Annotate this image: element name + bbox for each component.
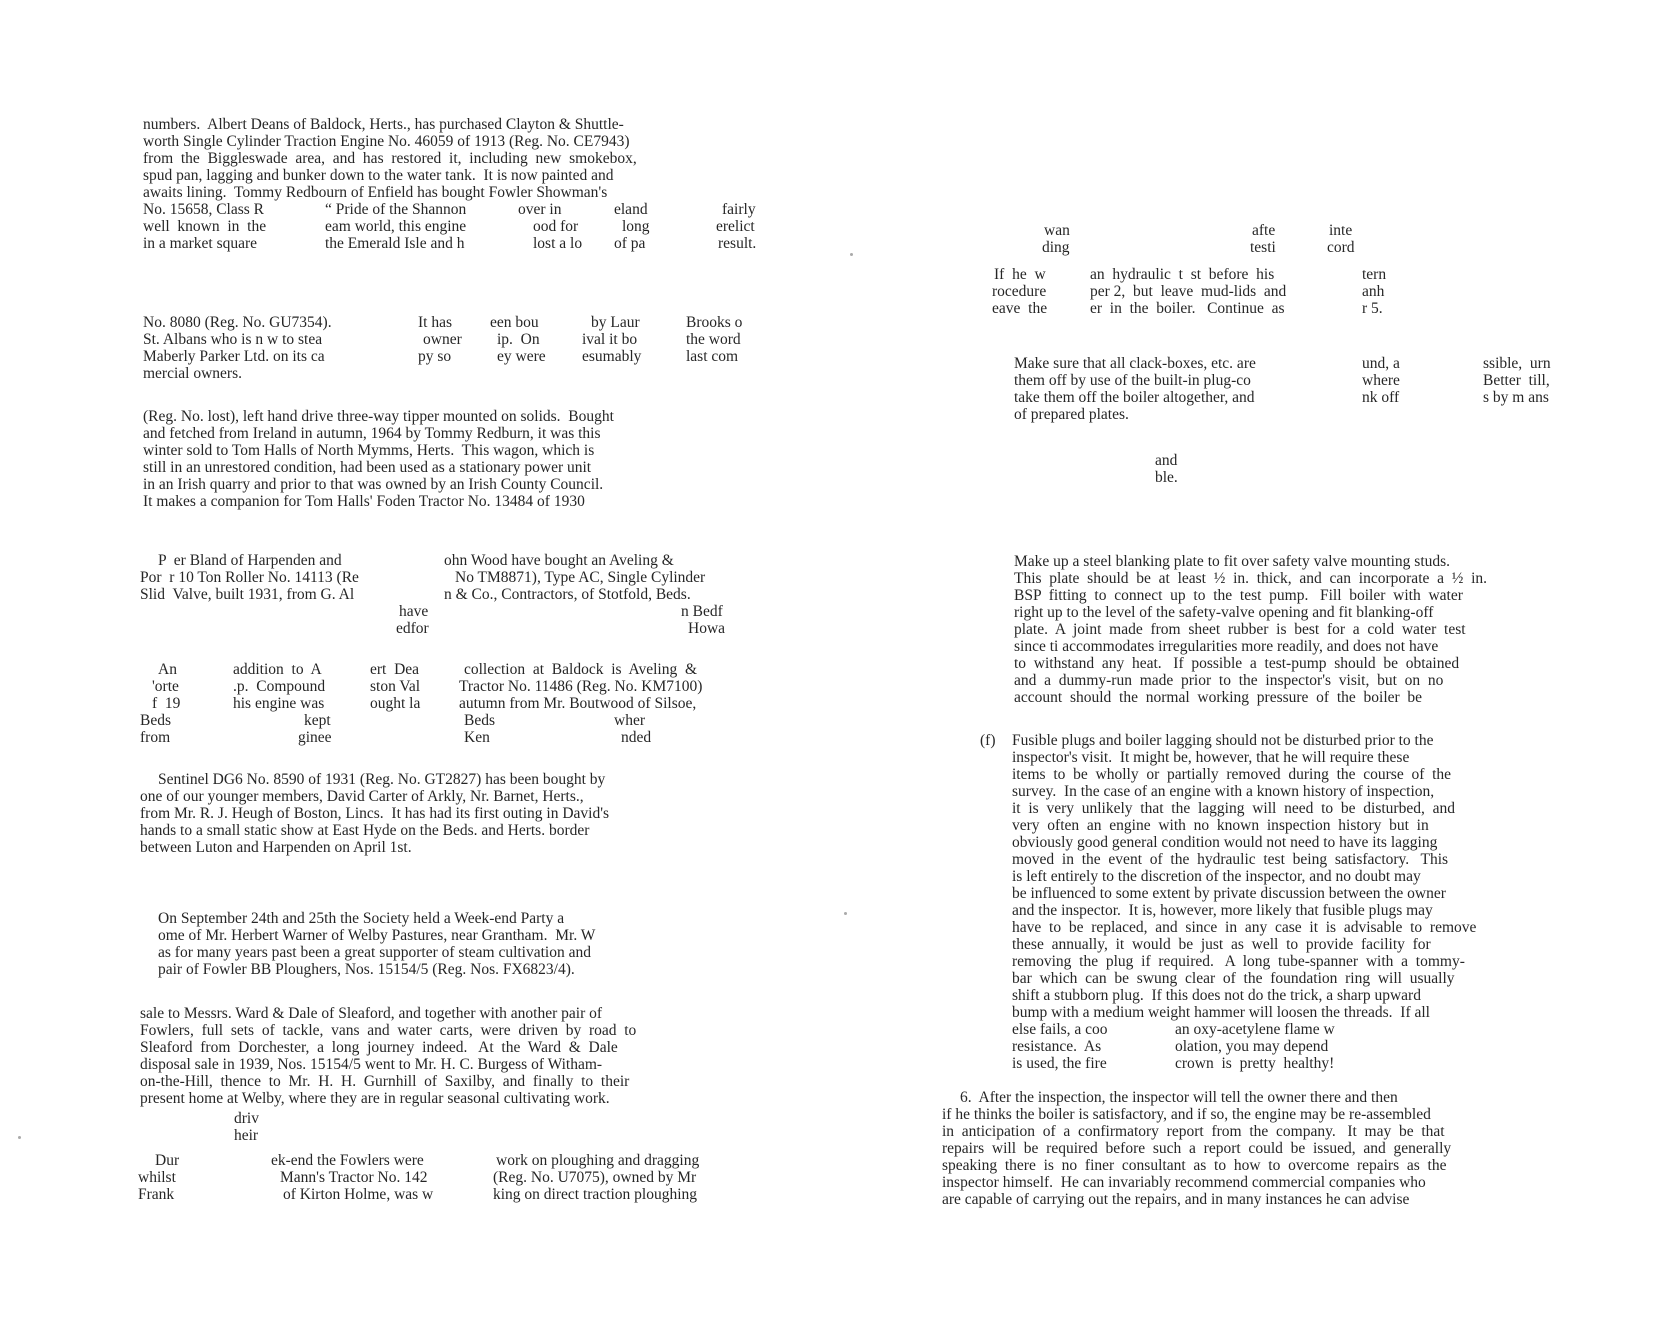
text-line: On September 24th and 25th the Society held a Week-end Party a [158,910,565,927]
text-line: Sleaford from Dorchester, a long journey indeed. At the Ward & Dale [140,1039,618,1056]
text-fragment: of prepared plates. [1014,406,1129,423]
text-fragment: anh [1362,283,1385,300]
text-fragment: well known in the [143,218,267,235]
text-fragment: ek-end the Fowlers were [271,1152,424,1169]
text-fragment: It has [418,314,453,331]
text-fragment: the Emerald Isle and h [325,235,465,252]
text-fragment: autumn from Mr. Boutwood of Silsoe, [459,695,697,712]
text-fragment: last com [686,348,739,365]
text-fragment: r 5. [1362,300,1383,317]
text-fragment: by Laur [591,314,640,331]
text-fragment: ohn Wood have bought an Aveling & [444,552,674,569]
text-fragment: ding [1042,239,1070,256]
text-fragment: n Bedf [681,603,723,620]
text-line: and the inspector. It is, however, more likely that fusible plugs may [1012,902,1433,919]
text-fragment: Tractor No. 11486 (Reg. No. KM7100) [459,678,703,695]
scan-speck [850,253,853,256]
text-fragment: No. 15658, Class R [143,201,264,218]
text-fragment: of Kirton Holme, was w [283,1186,434,1203]
text-fragment: Brooks o [686,314,743,331]
text-fragment: rocedure [992,283,1047,300]
scan-speck [18,1136,21,1139]
text-line: winter sold to Tom Halls of North Mymms, Herts. This wagon, which is [143,442,595,459]
text-line: between Luton and Harpenden on April 1st. [140,839,412,856]
text-line: on-the-Hill, thence to Mr. H. H. Gurnhill of Saxilby, and finally to their [140,1073,630,1090]
text-fragment: lost a lo [533,235,583,252]
text-fragment: Ken [464,729,490,746]
text-line: as for many years past been a great supporter of steam cultivation and [158,944,591,961]
text-fragment: No. 8080 (Reg. No. GU7354). [143,314,332,331]
text-fragment: tern [1362,266,1387,283]
text-fragment: (Reg. No. U7075), owned by Mr [493,1169,697,1186]
text-line: from Mr. R. J. Heugh of Boston, Lincs. It has had its first outing in David's [140,805,610,822]
text-fragment: Frank [138,1186,175,1203]
text-line: moved in the event of the hydraulic test being satisfactory. This [1012,851,1449,868]
text-fragment: resistance. As [1012,1038,1102,1055]
text-fragment: und, a [1362,355,1400,372]
text-line: have to be replaced, and since in any case it is advisable to remove [1012,919,1477,936]
text-line: Fusible plugs and boiler lagging should not be disturbed prior to the [1012,732,1434,749]
text-fragment: eave the [992,300,1048,317]
text-line: items to be wholly or partially removed during the course of the [1012,766,1452,783]
text-fragment: inte [1329,222,1353,239]
text-fragment: .p. Compound [233,678,326,695]
text-fragment: afte [1252,222,1276,239]
text-line: This plate should be at least ½ in. thick, and can incorporate a ½ in. [1014,570,1488,587]
text-fragment: of pa [614,235,646,252]
text-line: in anticipation of a confirmatory report from the company. It may be that [942,1123,1445,1140]
text-fragment: over in [518,201,562,218]
text-fragment: Better till, [1483,372,1550,389]
text-fragment: wher [614,712,645,729]
text-fragment: ood for [533,218,579,235]
text-line: from the Biggleswade area, and has restored it, including new smokebox, [143,150,637,167]
text-fragment: ginee [298,729,332,746]
text-fragment: nded [621,729,652,746]
text-fragment: eam world, this engine [325,218,467,235]
text-fragment: Mann's Tractor No. 142 [280,1169,428,1186]
text-fragment: n & Co., Contractors, of Stotfold, Beds. [444,586,691,603]
text-line: account should the normal working pressure of the boiler be [1014,689,1423,706]
text-line: to withstand any heat. If possible a test-pump should be obtained [1014,655,1460,672]
text-fragment: work on ploughing and dragging [496,1152,700,1169]
text-fragment: f 19 [152,695,181,712]
text-fragment: ip. On [497,331,540,348]
text-line: these annually, it would be just as well to provide facility for [1012,936,1431,953]
text-line: speaking there is no finer consultant as to how to overcome repairs as the [942,1157,1447,1174]
text-fragment: 'orte [152,678,179,695]
text-fragment: them off by use of the built-in plug-co [1014,372,1251,389]
text-line: if he thinks the boiler is satisfactory, and if so, the engine may be re-assembled [942,1106,1431,1123]
text-line: plate. A joint made from sheet rubber is best for a cold water test [1014,621,1466,638]
text-fragment: eland [614,201,648,218]
text-fragment: erelict [716,218,755,235]
text-line: spud pan, lagging and bunker down to the water tank. It is now painted and [143,167,614,184]
text-fragment: edfor [396,620,429,637]
text-line: and a dummy-run made prior to the inspector's visit, but on no [1014,672,1444,689]
text-fragment: py so [418,348,452,365]
text-line: still in an unrestored condition, had been used as a stationary power unit [143,459,592,476]
text-line: It makes a companion for Tom Halls' Foden Tractor No. 13484 of 1930 [143,493,585,510]
text-fragment: s by m ans [1483,389,1549,406]
text-line: one of our younger members, David Carter of Arkly, Nr. Barnet, Herts., [140,788,584,805]
text-line: it is very unlikely that the lagging will need to be disturbed, and [1012,800,1455,817]
text-line: bump with a medium weight hammer will loosen the threads. If all [1012,1004,1430,1021]
text-fragment: from [140,729,171,746]
text-fragment: ble. [1155,469,1178,486]
text-line: numbers. Albert Deans of Baldock, Herts., has purchased Clayton & Shuttle- [143,116,624,133]
text-fragment: testi [1250,239,1276,256]
text-fragment: P er Bland of Harpenden and [158,552,342,569]
text-fragment: ey were [497,348,546,365]
scan-speck [844,912,847,915]
text-line: pair of Fowler BB Ploughers, Nos. 15154/5 (Reg. Nos. FX6823/4). [158,961,575,978]
text-fragment: ought la [370,695,421,712]
text-fragment: fairly [722,201,756,218]
text-fragment: crown is pretty healthy! [1175,1055,1335,1072]
text-line: Fowlers, full sets of tackle, vans and water carts, were driven by road to [140,1022,637,1039]
text-fragment: Maberly Parker Ltd. on its ca [143,348,325,365]
text-fragment: collection at Baldock is Aveling & [464,661,698,678]
text-fragment: Howa [688,620,726,637]
text-line: hands to a small static show at East Hyde on the Beds. and Herts. border [140,822,590,839]
text-fragment: in a market square [143,235,258,252]
text-fragment: Dur [155,1152,180,1169]
text-fragment: cord [1327,239,1355,256]
text-fragment: owner [423,331,462,348]
text-line: since ti accommodates irregularities more readily, and does not have [1014,638,1439,655]
text-line: survey. In the case of an engine with a known history of inspection, [1012,783,1435,800]
text-fragment: een bou [490,314,539,331]
text-line: removing the plug if required. A long tube-spanner with a tommy- [1012,953,1465,970]
item-label: (f) [980,732,996,749]
text-line: in an Irish quarry and prior to that was owned by an Irish County Council. [143,476,604,493]
text-fragment: olation, you may depend [1175,1038,1329,1055]
text-fragment: wan [1044,222,1070,239]
text-fragment: heir [234,1127,259,1144]
text-fragment: an oxy-acetylene flame w [1175,1021,1335,1038]
text-line: right up to the level of the safety-valve opening and fit blanking-off [1014,604,1434,621]
text-fragment: ssible, urn [1483,355,1551,372]
text-fragment: If he w [994,266,1046,283]
text-fragment: Por r 10 Ton Roller No. 14113 (Re [140,569,359,586]
text-fragment: where [1362,372,1400,389]
text-line: present home at Welby, where they are in regular seasonal cultivating work. [140,1090,610,1107]
text-fragment: an hydraulic t st before his [1090,266,1275,283]
text-fragment: is used, the fire [1012,1055,1107,1072]
text-fragment: addition to A [233,661,322,678]
text-fragment: “ Pride of the Shannon [325,201,467,218]
text-fragment: driv [234,1110,259,1127]
text-fragment: nk off [1362,389,1400,406]
text-fragment: St. Albans who is n w to stea [143,331,323,348]
text-line: is left entirely to the discretion of the inspector, and no doubt may [1012,868,1421,885]
text-line: be influenced to some extent by private discussion between the owner [1012,885,1446,902]
text-fragment: result. [718,235,757,252]
text-line: bar which can be swung clear of the foundation ring will usually [1012,970,1455,987]
text-line: disposal sale in 1939, Nos. 15154/5 went to Mr. H. C. Burgess of Witham- [140,1056,603,1073]
text-fragment: long [622,218,650,235]
text-fragment: No TM8871), Type AC, Single Cylinder [455,569,706,586]
text-fragment: An [158,661,177,678]
text-line: awaits lining. Tommy Redbourn of Enfield has bought Fowler Showman's [143,184,608,201]
text-line: shift a stubborn plug. If this does not do the trick, a sharp upward [1012,987,1421,1004]
text-fragment: Make sure that all clack-boxes, etc. are [1014,355,1256,372]
text-fragment: his engine was [233,695,325,712]
text-fragment: Slid Valve, built 1931, from G. Al [140,586,355,603]
text-fragment: whilst [138,1169,176,1186]
text-fragment: king on direct traction ploughing [493,1186,698,1203]
text-fragment: Beds [140,712,171,729]
text-fragment: ston Val [370,678,421,695]
text-line: obviously good general condition would not need to have its lagging [1012,834,1438,851]
text-fragment: esumably [582,348,642,365]
text-fragment: and [1155,452,1178,469]
text-fragment: per 2, but leave mud-lids and [1090,283,1287,300]
text-fragment: take them off the boiler altogether, and [1014,389,1255,406]
text-line: Sentinel DG6 No. 8590 of 1931 (Reg. No. GT2827) has been bought by [158,771,606,788]
text-line: Make up a steel blanking plate to fit over safety valve mounting studs. [1014,553,1451,570]
text-line: BSP fitting to connect up to the test pump. Fill boiler with water [1014,587,1463,604]
text-line: inspector himself. He can invariably recommend commercial companies who [942,1174,1426,1191]
text-line: repairs will be required before such a report could be issued, and generally [942,1140,1452,1157]
text-fragment: have [399,603,429,620]
text-line: ome of Mr. Herbert Warner of Welby Pastures, near Grantham. Mr. W [158,927,596,944]
text-fragment: ert Dea [370,661,420,678]
text-fragment: er in the boiler. Continue as [1090,300,1285,317]
text-fragment: ival it bo [582,331,638,348]
text-fragment: Beds [464,712,495,729]
text-fragment: else fails, a coo [1012,1021,1108,1038]
right-page [832,0,1663,1324]
text-line: 6. After the inspection, the inspector will tell the owner there and then [960,1089,1398,1106]
text-line: and fetched from Ireland in autumn, 1964 by Tommy Redburn, it was this [143,425,601,442]
text-fragment: mercial owners. [143,365,242,382]
text-line: sale to Messrs. Ward & Dale of Sleaford, and together with another pair of [140,1005,603,1022]
text-line: very often an engine with no known inspection history but in [1012,817,1429,834]
text-fragment: kept [304,712,331,729]
text-line: (Reg. No. lost), left hand drive three-way tipper mounted on solids. Bought [143,408,614,425]
text-line: are capable of carrying out the repairs, and in many instances he can advise [942,1191,1410,1208]
text-line: worth Single Cylinder Traction Engine No. 46059 of 1913 (Reg. No. CE7943) [143,133,630,150]
text-line: inspector's visit. It might be, however, that he will require these [1012,749,1410,766]
text-fragment: the word [686,331,741,348]
